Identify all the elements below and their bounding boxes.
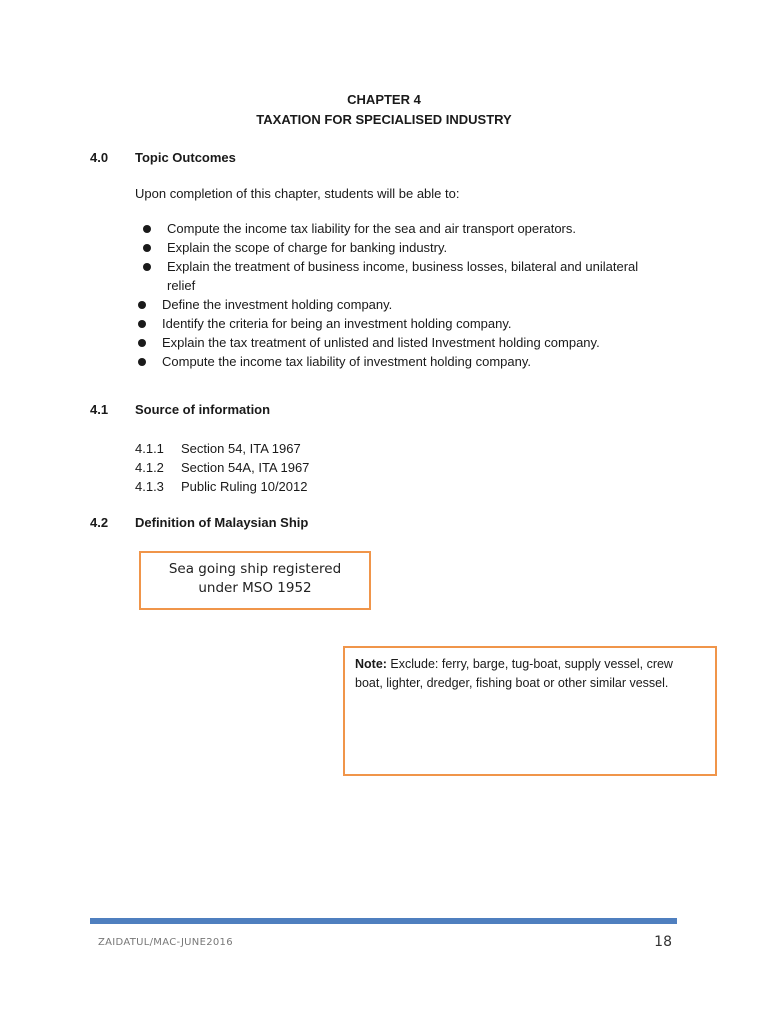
note-text-continuation: boat, lighter, dredger, fishing boat or other similar vessel. [355, 676, 669, 690]
list-item: Compute the income tax liability for the sea and air transport operators. [167, 221, 576, 236]
chapter-label: CHAPTER 4 [347, 92, 421, 107]
list-item: Explain the treatment of business income, business losses, bilateral and unilateral [167, 259, 639, 274]
list-item: Compute the income tax liability of investment holding company. [162, 354, 532, 369]
bullet-icon [138, 339, 146, 347]
source-item-number: 4.1.3 [135, 479, 164, 494]
note-text: Exclude: ferry, barge, tug-boat, supply vessel, crew [386, 657, 673, 671]
bullet-icon [143, 225, 151, 233]
list-item: Identify the criteria for being an investment holding company. [162, 316, 512, 331]
definition-line: Sea going ship registered [168, 561, 342, 577]
bullet-icon [138, 301, 146, 309]
note-box [343, 646, 717, 776]
list-item-continuation: relief [167, 278, 196, 293]
footer-divider [90, 918, 677, 924]
source-item-text: Section 54, ITA 1967 [181, 441, 301, 456]
section-heading-topic-outcomes: Topic Outcomes [135, 150, 236, 165]
definition-line: under MSO 1952 [198, 580, 312, 596]
section-heading-source: Source of information [135, 402, 271, 417]
list-item: Explain the tax treatment of unlisted and listed Investment holding company. [162, 335, 600, 350]
section-number-4-2: 4.2 [90, 515, 109, 530]
bullet-icon [138, 358, 146, 366]
list-item: Define the investment holding company. [162, 297, 393, 312]
page-number: 18 [654, 934, 672, 950]
list-item: Explain the scope of charge for banking industry. [167, 240, 448, 255]
definition-box [139, 551, 371, 610]
chapter-title: TAXATION FOR SPECIALISED INDUSTRY [256, 112, 512, 127]
note-label: Note: [355, 657, 387, 671]
section-heading-malaysian-ship: Definition of Malaysian Ship [135, 515, 309, 530]
bullet-icon [143, 263, 151, 271]
section-number-4-1: 4.1 [90, 402, 109, 417]
section-number-4-0: 4.0 [90, 150, 109, 165]
bullet-icon [143, 244, 151, 252]
source-item-text: Public Ruling 10/2012 [181, 479, 308, 494]
source-item-number: 4.1.2 [135, 460, 164, 475]
section-intro: Upon completion of this chapter, students will be able to: [135, 186, 460, 201]
bullet-icon [138, 320, 146, 328]
source-item-number: 4.1.1 [135, 441, 164, 456]
footer-author: ZAIDATUL/MAC-JUNE2016 [98, 937, 233, 948]
source-item-text: Section 54A, ITA 1967 [181, 460, 310, 475]
